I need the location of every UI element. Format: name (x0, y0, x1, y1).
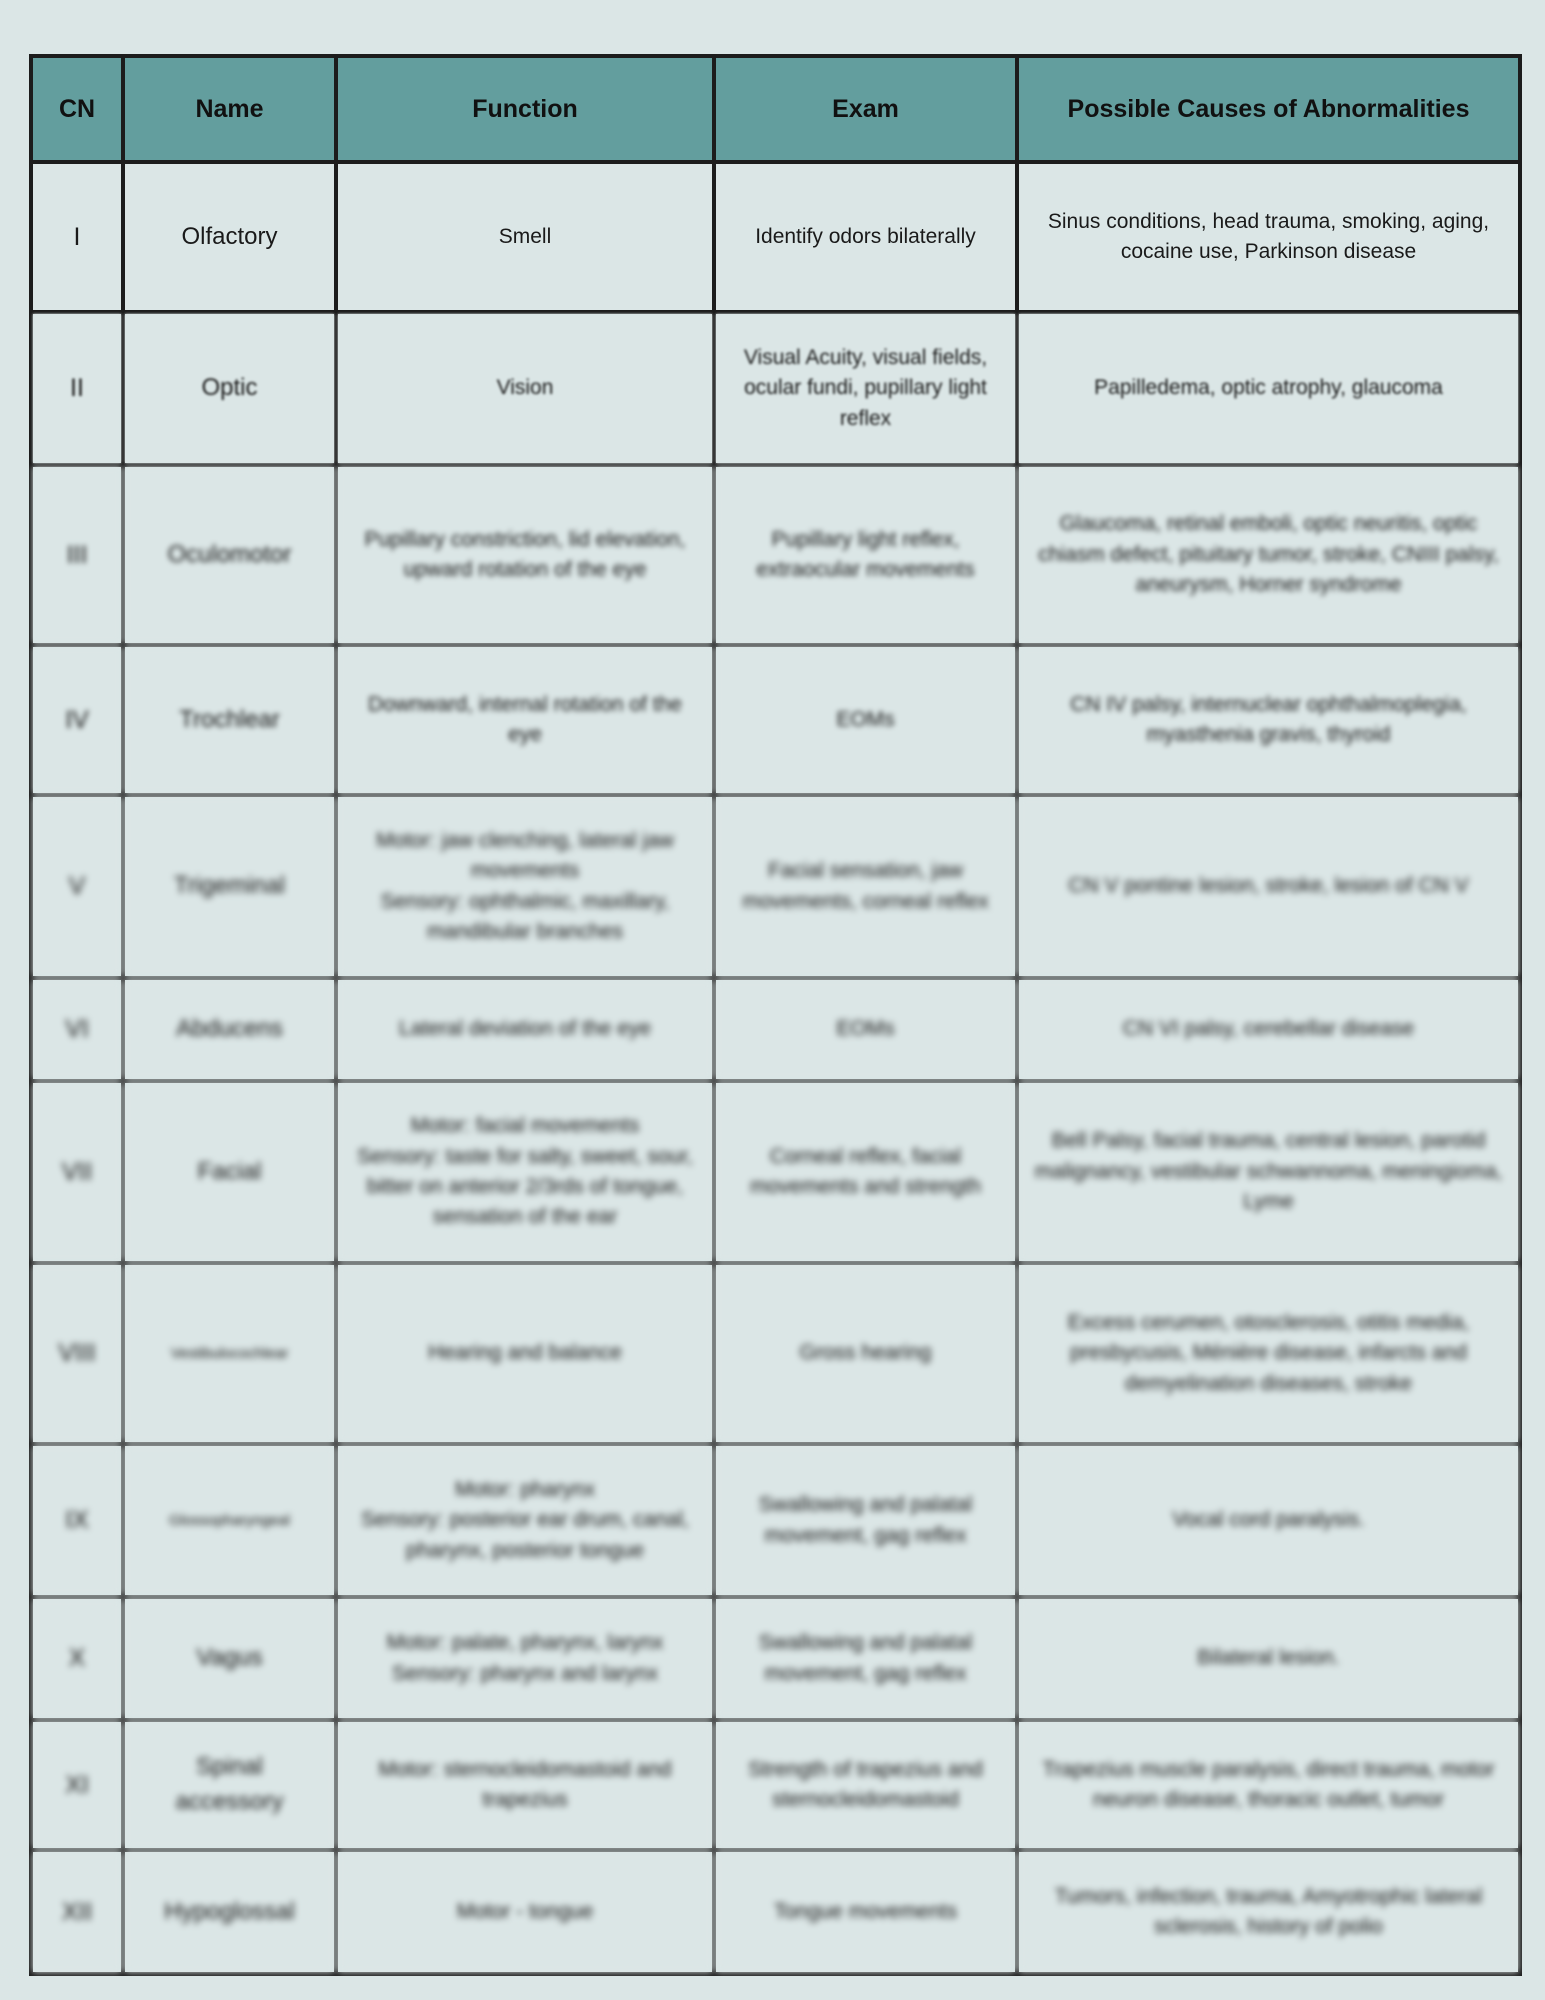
table-row (31, 795, 1520, 978)
cell-exam: EOMs (714, 645, 1017, 795)
table-row (31, 1263, 1520, 1444)
cell-exam: Strength of trapezius and sternocleidomastoid (714, 1720, 1017, 1850)
cell-exam: Swallowing and palatal movement, gag reflex (714, 1597, 1017, 1720)
table-row (31, 1081, 1520, 1263)
cell-function: Hearing and balance (336, 1263, 714, 1444)
cell-causes: CN V pontine lesion, stroke, lesion of CN V (1017, 795, 1520, 978)
cell-function: Motor: facial movements Sensory: taste for salty, sweet, sour, bitter on anterior 2/3rds of tongue, sensation of the ear (336, 1081, 714, 1263)
cell-name: Hypoglossal (123, 1850, 336, 1974)
cell-name: Abducens (123, 978, 336, 1081)
cell-cn: IX (31, 1444, 123, 1597)
cell-cn: II (31, 312, 123, 465)
cell-name: Vestibulocochlear (123, 1263, 336, 1444)
table-row (31, 645, 1520, 795)
table-row (31, 465, 1520, 645)
cell-function: Pupillary constriction, lid elevation, upward rotation of the eye (336, 465, 714, 645)
cell-function: Motor: pharynx Sensory: posterior ear drum, canal, pharynx, posterior tongue (336, 1444, 714, 1597)
cell-name: Olfactory (123, 162, 336, 312)
cranial-nerves-table (29, 54, 1522, 1976)
cell-name: Trigeminal (123, 795, 336, 978)
cell-exam: Identify odors bilaterally (714, 162, 1017, 312)
cell-function: Motor: palate, pharynx, larynx Sensory: pharynx and larynx (336, 1597, 714, 1720)
cell-cn: XII (31, 1850, 123, 1974)
header-exam: Exam (714, 56, 1017, 162)
cell-function: Smell (336, 162, 714, 312)
table-row (31, 1444, 1520, 1597)
header-causes: Possible Causes of Abnormalities (1017, 56, 1520, 162)
cell-exam: Swallowing and palatal movement, gag reflex (714, 1444, 1017, 1597)
cell-name: Spinal accessory (123, 1720, 336, 1850)
cell-causes: Trapezius muscle paralysis, direct trauma, motor neuron disease, thoracic outlet, tumor (1017, 1720, 1520, 1850)
cell-name: Oculomotor (123, 465, 336, 645)
cell-causes: Sinus conditions, head trauma, smoking, aging, cocaine use, Parkinson disease (1017, 162, 1520, 312)
cell-causes: Bilateral lesion. (1017, 1597, 1520, 1720)
table-row (31, 312, 1520, 465)
cell-cn: XI (31, 1720, 123, 1850)
header-function: Function (336, 56, 714, 162)
cell-exam: Corneal reflex, facial movements and strength (714, 1081, 1017, 1263)
cell-cn: VII (31, 1081, 123, 1263)
table-row (31, 978, 1520, 1081)
cell-name: Optic (123, 312, 336, 465)
header-cn: CN (31, 56, 123, 162)
cell-cn: V (31, 795, 123, 978)
cell-causes: CN IV palsy, internuclear ophthalmoplegia, myasthenia gravis, thyroid (1017, 645, 1520, 795)
table-row (31, 162, 1520, 312)
table-header-row (31, 56, 1520, 162)
cell-function: Lateral deviation of the eye (336, 978, 714, 1081)
cell-exam: Pupillary light reflex, extraocular movements (714, 465, 1017, 645)
cell-function: Motor: sternocleidomastoid and trapezius (336, 1720, 714, 1850)
cell-name: Vagus (123, 1597, 336, 1720)
cell-causes: Papilledema, optic atrophy, glaucoma (1017, 312, 1520, 465)
cell-cn: VIII (31, 1263, 123, 1444)
cell-cn: VI (31, 978, 123, 1081)
cell-causes: Glaucoma, retinal emboli, optic neuritis, optic chiasm defect, pituitary tumor, stroke, CNIII palsy, aneurysm, Horner syndrome (1017, 465, 1520, 645)
table-row (31, 1850, 1520, 1974)
cell-cn: III (31, 465, 123, 645)
cell-cn: X (31, 1597, 123, 1720)
cell-exam: Gross hearing (714, 1263, 1017, 1444)
cell-causes: CN VI palsy, cerebellar disease (1017, 978, 1520, 1081)
cell-causes: Vocal cord paralysis. (1017, 1444, 1520, 1597)
cell-function: Motor: jaw clenching, lateral jaw movements Sensory: ophthalmic, maxillary, mandibular branches (336, 795, 714, 978)
cell-cn: IV (31, 645, 123, 795)
cell-exam: Tongue movements (714, 1850, 1017, 1974)
cell-function: Vision (336, 312, 714, 465)
cell-function: Downward, internal rotation of the eye (336, 645, 714, 795)
cell-causes: Bell Palsy, facial trauma, central lesion, parotid malignancy, vestibular schwannoma, meningioma, Lyme (1017, 1081, 1520, 1263)
cell-cn: I (31, 162, 123, 312)
cell-name: Trochlear (123, 645, 336, 795)
cell-causes: Tumors, infection, trauma, Amyotrophic lateral sclerosis, history of polio (1017, 1850, 1520, 1974)
header-name: Name (123, 56, 336, 162)
cell-name: Facial (123, 1081, 336, 1263)
cell-exam: EOMs (714, 978, 1017, 1081)
table-row (31, 1720, 1520, 1850)
cell-function: Motor - tongue (336, 1850, 714, 1974)
cell-exam: Facial sensation, jaw movements, corneal reflex (714, 795, 1017, 978)
cell-causes: Excess cerumen, otosclerosis, otitis media, presbycusis, Ménière disease, infarcts and demyelination diseases, stroke (1017, 1263, 1520, 1444)
cell-name: Glossopharyngeal (123, 1444, 336, 1597)
cell-exam: Visual Acuity, visual fields, ocular fundi, pupillary light reflex (714, 312, 1017, 465)
table-row (31, 1597, 1520, 1720)
